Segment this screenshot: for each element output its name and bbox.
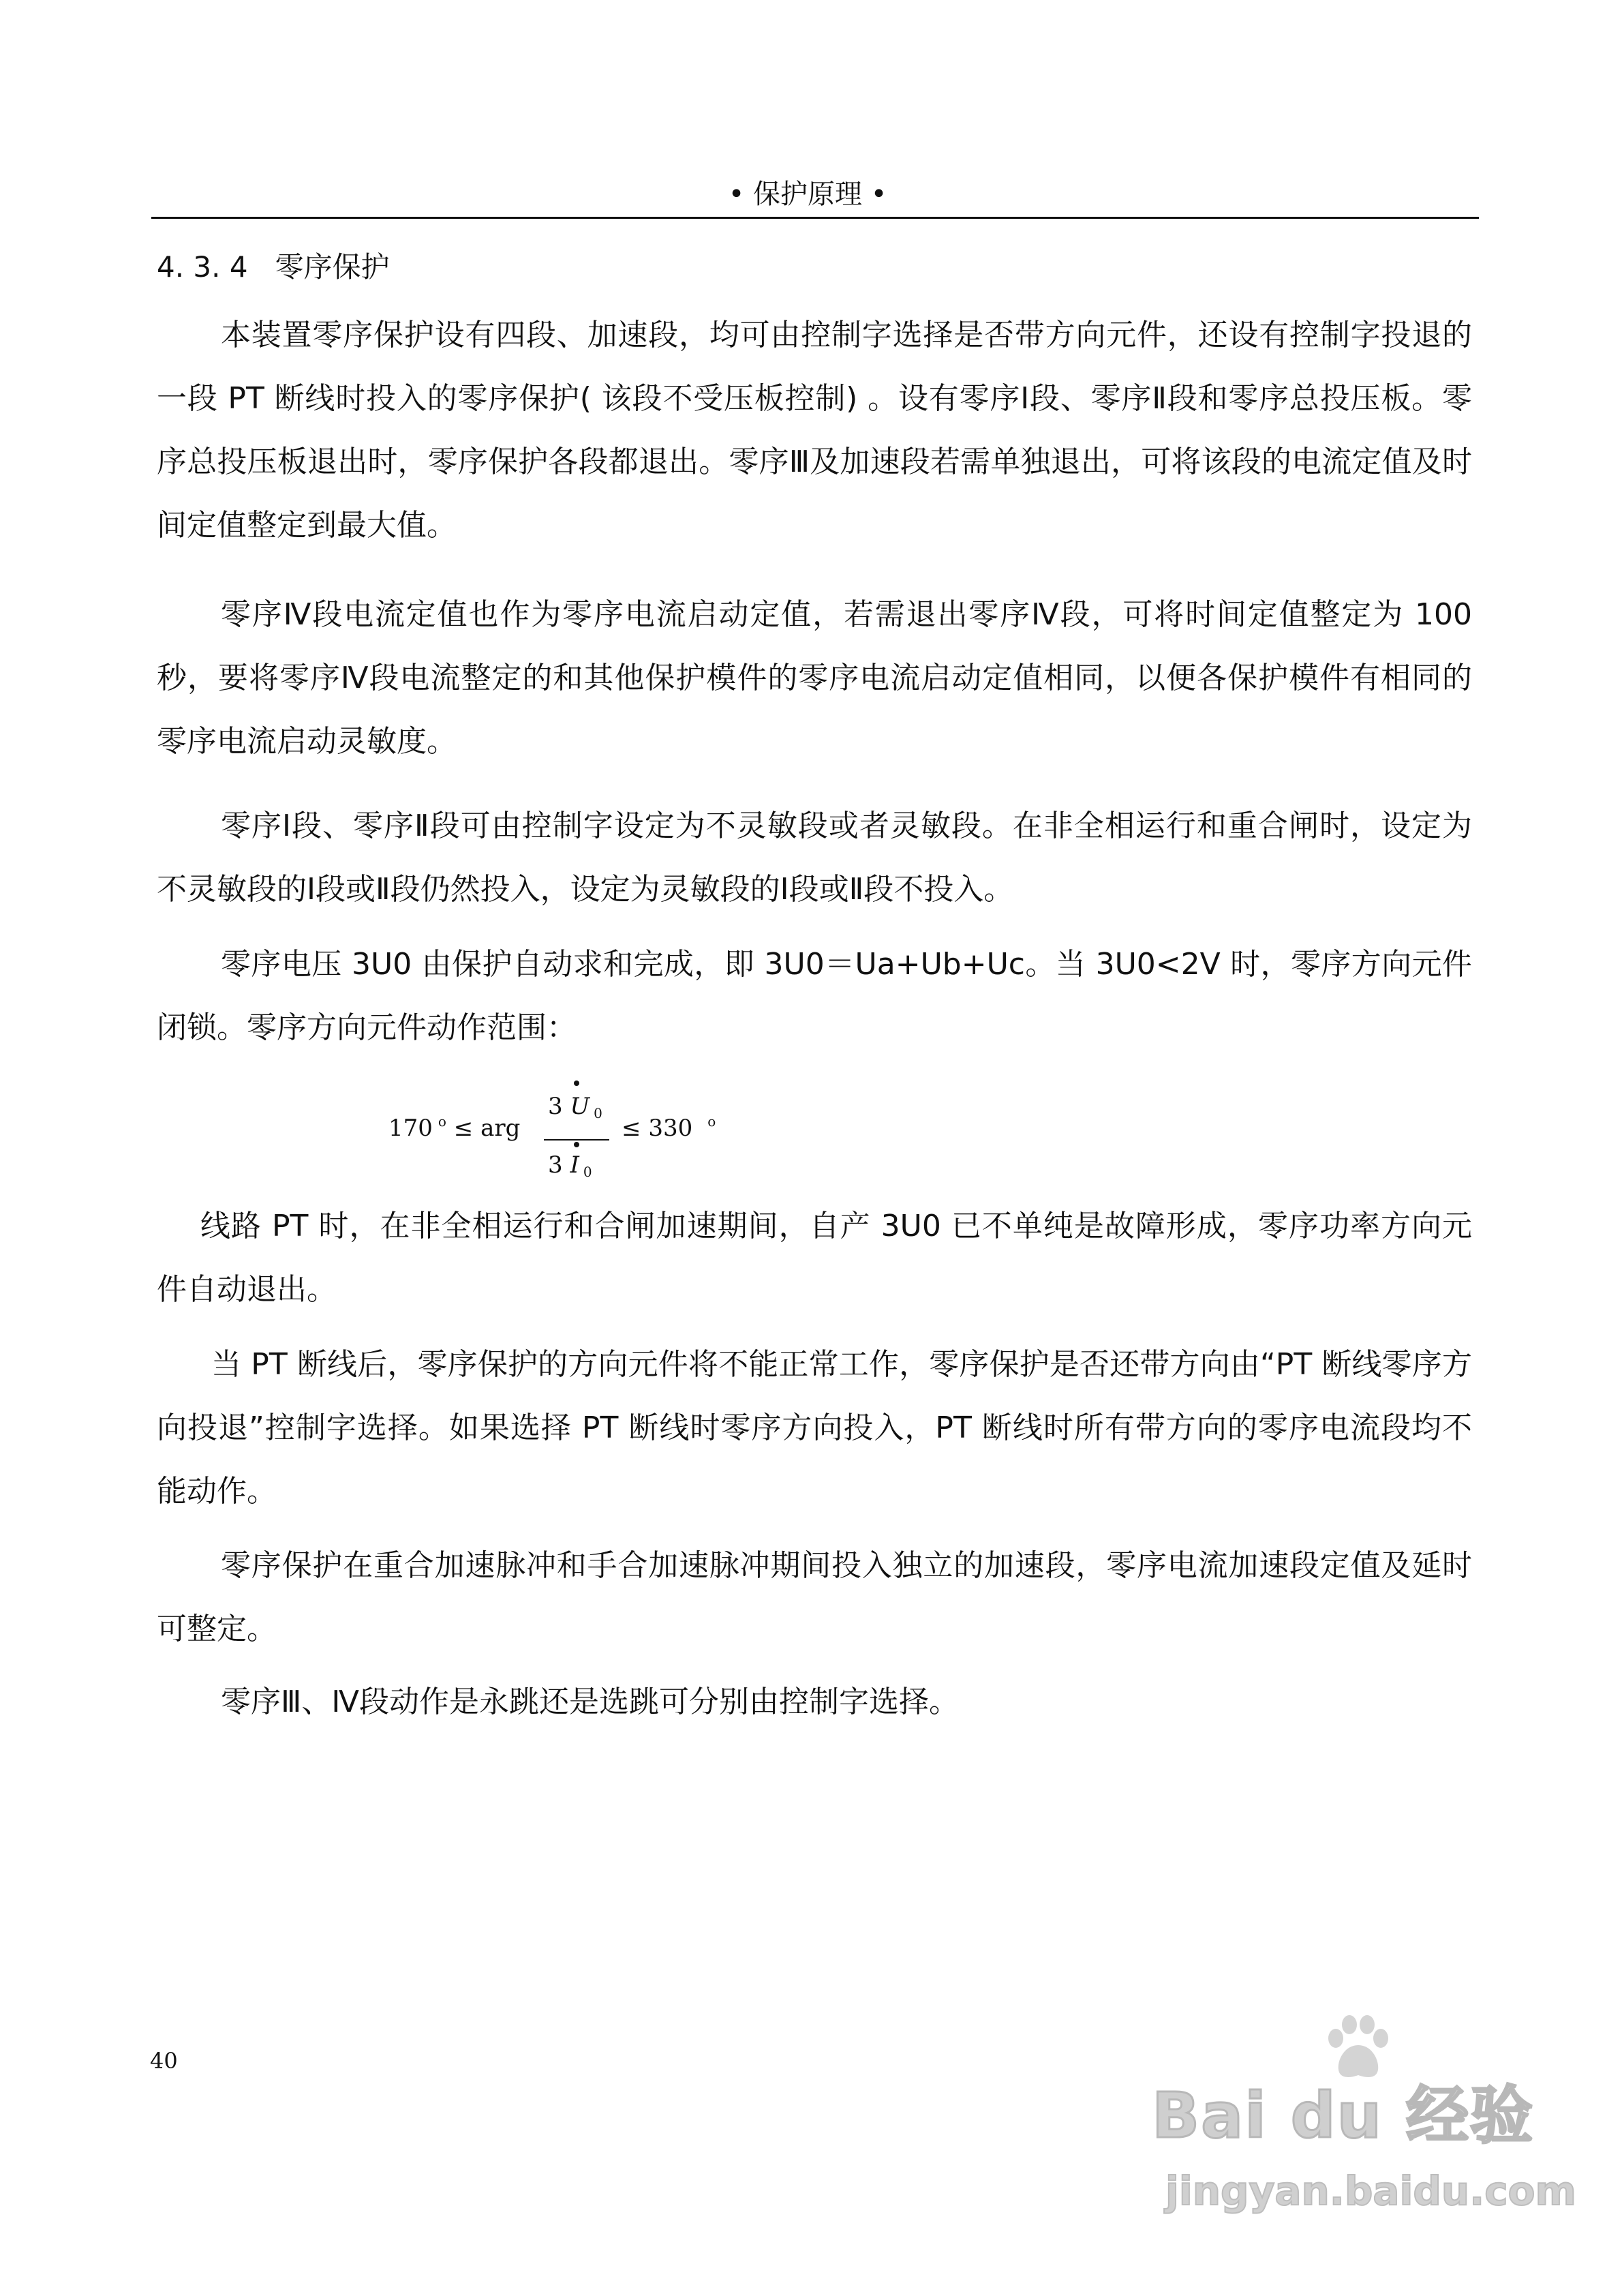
direction-formula [388,1074,797,1190]
running-header: • 保护原理 • [728,179,887,210]
paragraph-7: 零序保护在重合加速脉冲和手合加速脉冲期间投入独立的加速段，零序电流加速段定值及延时可整定。 [157,1548,1472,1646]
paragraph-8: 零序Ⅲ、Ⅳ段动作是永跳还是选跳可分别由控制字选择。 [221,1685,959,1719]
watermark-logo: Bai du 经验 [1152,2079,1535,2152]
paragraph-5: 线路 PT 时，在非全相运行和合闸加速期间，自产 3U0 已不单纯是故障形成，零序功率方向元件自动退出。 [157,1209,1472,1307]
formula-upper-bound: 330 [648,1115,693,1142]
formula-le-1: ≤ [453,1115,474,1142]
baidu-jingyan-watermark [1152,2004,1588,2229]
section-title: 零序保护 [275,250,390,284]
paragraph-2: 零序Ⅳ段电流定值也作为零序电流启动定值，若需退出零序Ⅳ段，可将时间定值整定为 100 秒，要将零序Ⅳ段电流整定的和其他保护模件的零序电流启动定值相同，以便各保护模件有相同的零序电流启动灵敏度。 [157,597,1472,759]
header-rule [151,217,1479,219]
formula-numerator [548,1093,602,1120]
formula-left [388,1115,520,1142]
numerator-coeff: 3 [548,1093,563,1120]
formula-fraction [544,1074,609,1190]
paragraph-4: 零序电压 3U0 由保护自动求和完成，即 3U0＝Ua+Ub+Uc。当 3U0<2V 时，零序方向元件闭锁。零序方向元件动作范围： [157,947,1472,1045]
paragraph-1: 本装置零序保护设有四段、加速段，均可由控制字选择是否带方向元件，还设有控制字投退的一段 PT 断线时投入的零序保护( 该段不受压板控制) 。设有零序Ⅰ段、零序Ⅱ段和零序总投压板。零序总投压板退出时，零序保护各段都退出。零序Ⅲ及加速段若需单独退出，可将该段的电流定值及时间定值整定到最大值。 [157,318,1472,543]
formula-right [622,1115,716,1142]
phasor-dot-numerator [574,1081,579,1086]
paragraph-6: 当 PT 断线后，零序保护的方向元件将不能正常工作，零序保护是否还带方向由“PT 断线零序方向投退”控制字选择。如果选择 PT 断线时零序方向投入，PT 断线时所有带方向的零序电流段均不能动作。 [157,1347,1472,1509]
formula-arg: arg [480,1115,521,1142]
paragraph-3: 零序Ⅰ段、零序Ⅱ段可由控制字设定为不灵敏段或者灵敏段。在非全相运行和重合闸时，设定为不灵敏段的Ⅰ段或Ⅱ段仍然投入，设定为灵敏段的Ⅰ段或Ⅱ段不投入。 [157,809,1472,907]
phasor-dot-denominator [574,1142,579,1147]
numerator-var: U [570,1093,590,1120]
formula-lower-bound: 170 [388,1115,433,1142]
section-heading [157,248,390,286]
formula-denominator [548,1151,592,1179]
watermark-url: jingyan.baidu.com [1165,2168,1576,2214]
denominator-coeff: 3 [548,1151,563,1179]
formula-degree-1: o [438,1113,446,1130]
formula-le-2: ≤ [622,1115,641,1142]
fraction-bar [544,1139,609,1141]
page-number: 40 [150,2048,178,2074]
numerator-sub: 0 [594,1105,602,1121]
denominator-var: I [570,1151,579,1179]
denominator-sub: 0 [583,1164,592,1180]
section-number: 4. 3. 4 [157,250,248,284]
formula-degree-2: o [707,1113,716,1130]
